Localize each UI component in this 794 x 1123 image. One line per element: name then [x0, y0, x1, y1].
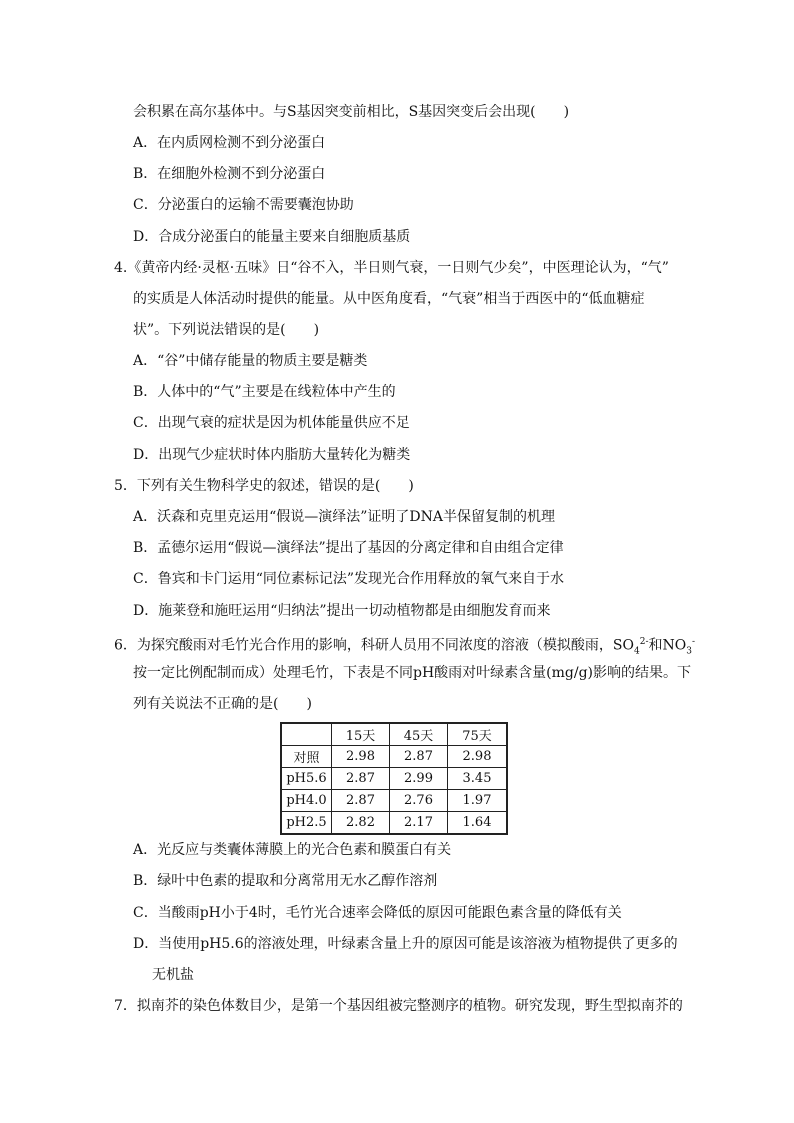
q5-stem: 5．下列有关生物科学史的叙述，错误的是( )	[114, 478, 414, 494]
q4-stem-line1: 4.《黄帝内经·灵枢·五味》日“谷不入，半日则气衰，一日则气少矣”，中医理论认为，“气”	[114, 260, 669, 276]
table-cell: 2.17	[390, 812, 448, 835]
q3-option-a: A．在内质网检测不到分泌蛋白	[133, 135, 326, 151]
q6-option-d-continuation: 无机盐	[152, 967, 194, 983]
so4-subscript: 4	[633, 646, 640, 657]
table-header-cell: 45天	[390, 723, 448, 746]
table-cell: 2.99	[390, 768, 448, 790]
no3-subscript: 3	[686, 646, 692, 657]
table-cell: pH5.6	[281, 768, 332, 790]
table-cell: 3.45	[448, 768, 508, 790]
table-cell: 2.87	[332, 790, 390, 812]
q7-stem-line1: 7．拟南芥的染色体数目少，是第一个基因组被完整测序的植物。研究发现，野生型拟南芥的	[114, 998, 683, 1014]
table-row	[281, 812, 507, 835]
table-row	[281, 746, 507, 768]
q4-option-d: D．出现气少症状时体内脂肪大量转化为糖类	[133, 447, 411, 463]
so4-charge: 2-	[639, 637, 649, 647]
table-row	[281, 790, 507, 812]
table-cell: 对照	[281, 746, 332, 768]
table-cell: 2.87	[390, 746, 448, 768]
q5-option-b: B．孟德尔运用“假说—演绎法”提出了基因的分离定律和自由组合定律	[133, 540, 564, 556]
q3-option-d: D．合成分泌蛋白的能量主要来自细胞质基质	[133, 229, 411, 245]
table-header-row	[281, 723, 507, 746]
table-cell: pH4.0	[281, 790, 332, 812]
q6-stem-line2: 按一定比例配制而成）处理毛竹，下表是不同pH酸雨对叶绿素含量(mg/g)影响的结果。下	[133, 665, 692, 681]
q6-option-a: A．光反应与类囊体薄膜上的光合色素和膜蛋白有关	[133, 842, 452, 858]
q6-option-b: B．绿叶中色素的提取和分离常用无水乙醇作溶剂	[133, 873, 438, 889]
q3-option-c: C．分泌蛋白的运输不需要囊泡协助	[133, 197, 354, 213]
q6-stem-text-a: 6．为探究酸雨对毛竹光合作用的影响，科研人员用不同浓度的溶液（模拟酸雨，SO	[114, 637, 634, 654]
table-row	[281, 768, 507, 790]
chlorophyll-table	[280, 722, 508, 835]
q3-option-b: B．在细胞外检测不到分泌蛋白	[133, 166, 326, 182]
table-cell: 2.76	[390, 790, 448, 812]
q5-option-c: C．鲁宾和卡门运用“同位素标记法”发现光合作用释放的氧气来自于水	[133, 571, 565, 587]
table-cell: 2.98	[448, 746, 508, 768]
q4-option-a: A．“谷”中储存能量的物质主要是糖类	[133, 353, 368, 369]
table-cell: 2.82	[332, 812, 390, 835]
q6-stem-line3: 列有关说法不正确的是( )	[133, 696, 312, 712]
q5-option-d: D．施莱登和施旺运用“归纳法”提出一切动植物都是由细胞发育而来	[133, 603, 551, 619]
table-header-cell: 75天	[448, 723, 508, 746]
q6-stem-line1	[114, 632, 695, 661]
q4-option-c: C．出现气衰的症状是因为机体能量供应不足	[133, 415, 410, 431]
q4-stem-line2: 的实质是人体活动时提供的能量。从中医角度看，“气衰”相当于西医中的“低血糖症	[133, 291, 645, 307]
table-cell: 1.97	[448, 790, 508, 812]
table-cell: 2.98	[332, 746, 390, 768]
no3-charge: -	[691, 637, 696, 647]
q6-option-d: D．当使用pH5.6的溶液处理，叶绿素含量上升的原因可能是该溶液为植物提供了更多的	[133, 936, 678, 952]
q6-stem-text-b: 和NO	[648, 637, 687, 654]
q4-stem-line3: 状”。下列说法错误的是( )	[133, 322, 320, 338]
q4-option-b: B．人体中的“气”主要是在线粒体中产生的	[133, 384, 396, 400]
table-cell: 2.87	[332, 768, 390, 790]
q3-continuation: 会积累在高尔基体中。与S基因突变前相比，S基因突变后会出现( )	[133, 104, 570, 120]
q5-option-a: A．沃森和克里克运用“假说—演绎法”证明了DNA半保留复制的机理	[133, 509, 556, 525]
table-header-cell: 15天	[332, 723, 390, 746]
table-cell: pH2.5	[281, 812, 332, 835]
table-cell: 1.64	[448, 812, 508, 835]
q6-option-c: C．当酸雨pH小于4时，毛竹光合速率会降低的原因可能跟色素含量的降低有关	[133, 905, 622, 921]
table-header-cell	[281, 723, 332, 746]
